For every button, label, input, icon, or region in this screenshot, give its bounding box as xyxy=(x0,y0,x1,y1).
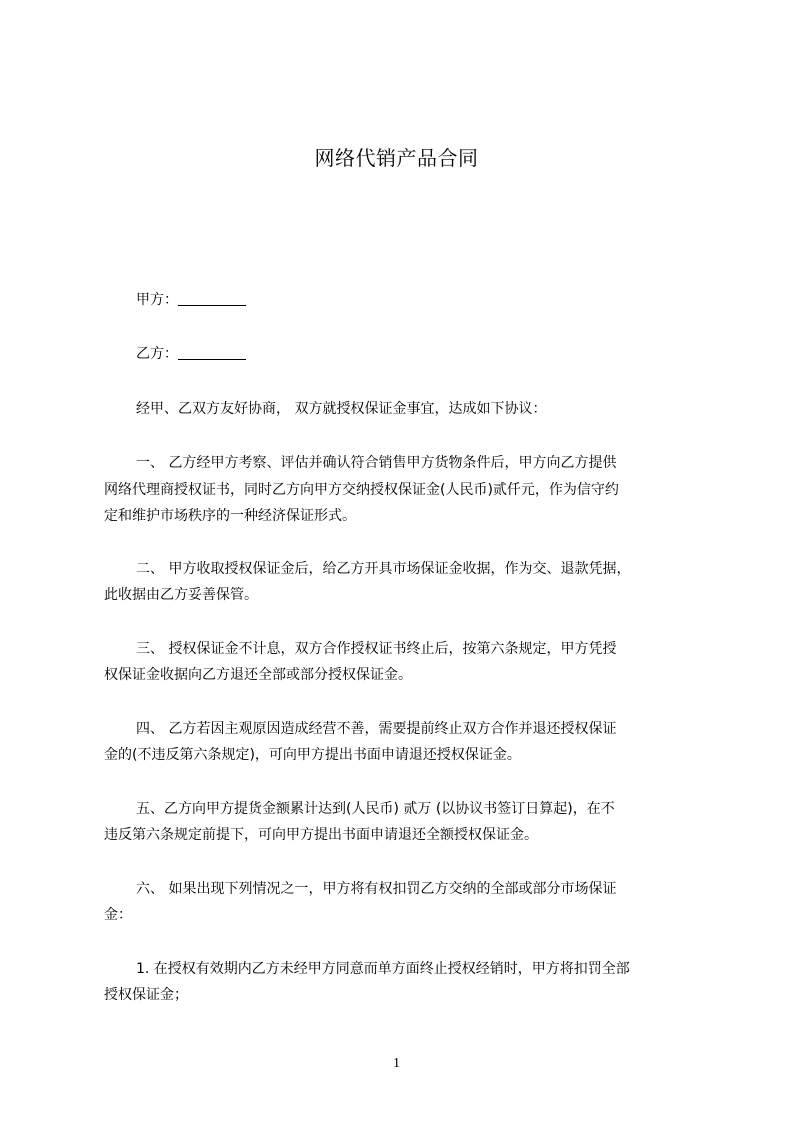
party-a-blank xyxy=(178,291,246,306)
clause-4-line-2: 金的(不违反第六条规定)，可向甲方提出书面申请退还授权保证金。 xyxy=(104,747,521,763)
clause-1-line-3: 定和维护市场秩序的一种经济保证形式。 xyxy=(104,508,356,524)
clause-6-line-2: 金： xyxy=(104,907,132,923)
intro-paragraph: 经甲、乙双方友好协商， 双方就授权保证金事宜，达成如下协议： xyxy=(136,401,547,417)
party-b-line xyxy=(136,341,736,367)
party-b-label: 乙方： xyxy=(136,346,178,362)
clause-2-line-2: 此收据由乙方妥善保管。 xyxy=(104,587,258,603)
clause-6-line-1: 六、 如果出现下列情况之一，甲方将有权扣罚乙方交纳的全部或部分市场保证 xyxy=(136,881,617,897)
page-number: 1 xyxy=(393,1056,400,1071)
clause-3-line-1: 三、 授权保证金不计息，双方合作授权证书终止后，按第六条规定，甲方凭授 xyxy=(136,641,617,657)
clause-1-line-2: 网络代理商授权证书，同时乙方向甲方交纳授权保证金(人民币)贰仟元，作为信守约 xyxy=(104,482,619,498)
document-title: 网络代销产品合同 xyxy=(314,146,479,170)
party-a-label: 甲方： xyxy=(136,292,178,308)
clause-5-line-2: 违反第六条规定前提下，可向甲方提出书面申请退还全额授权保证金。 xyxy=(104,827,538,843)
subitem-1-line-2: 授权保证金； xyxy=(104,987,188,1003)
clause-2-line-1: 二、 甲方收取授权保证金后，给乙方开具市场保证金收据，作为交、退款凭据， xyxy=(136,561,631,577)
clause-4-line-1: 四、 乙方若因主观原因造成经营不善，需要提前终止双方合作并退还授权保证 xyxy=(136,721,617,737)
clause-3-line-2: 权保证金收据向乙方退还全部或部分授权保证金。 xyxy=(104,667,412,683)
clause-5-line-1: 五、乙方向甲方提货金额累计达到(人民币) 贰万 (以协议书签订日算起)，在不 xyxy=(136,801,615,817)
clause-1-line-1: 一、 乙方经甲方考察、评估并确认符合销售甲方货物条件后，甲方向乙方提供 xyxy=(136,455,617,471)
party-a-line xyxy=(136,287,736,313)
subitem-1-line-1: 1. 在授权有效期内乙方未经甲方同意而单方面终止授权经销时，甲方将扣罚全部 xyxy=(136,961,630,977)
party-b-blank xyxy=(178,345,246,360)
